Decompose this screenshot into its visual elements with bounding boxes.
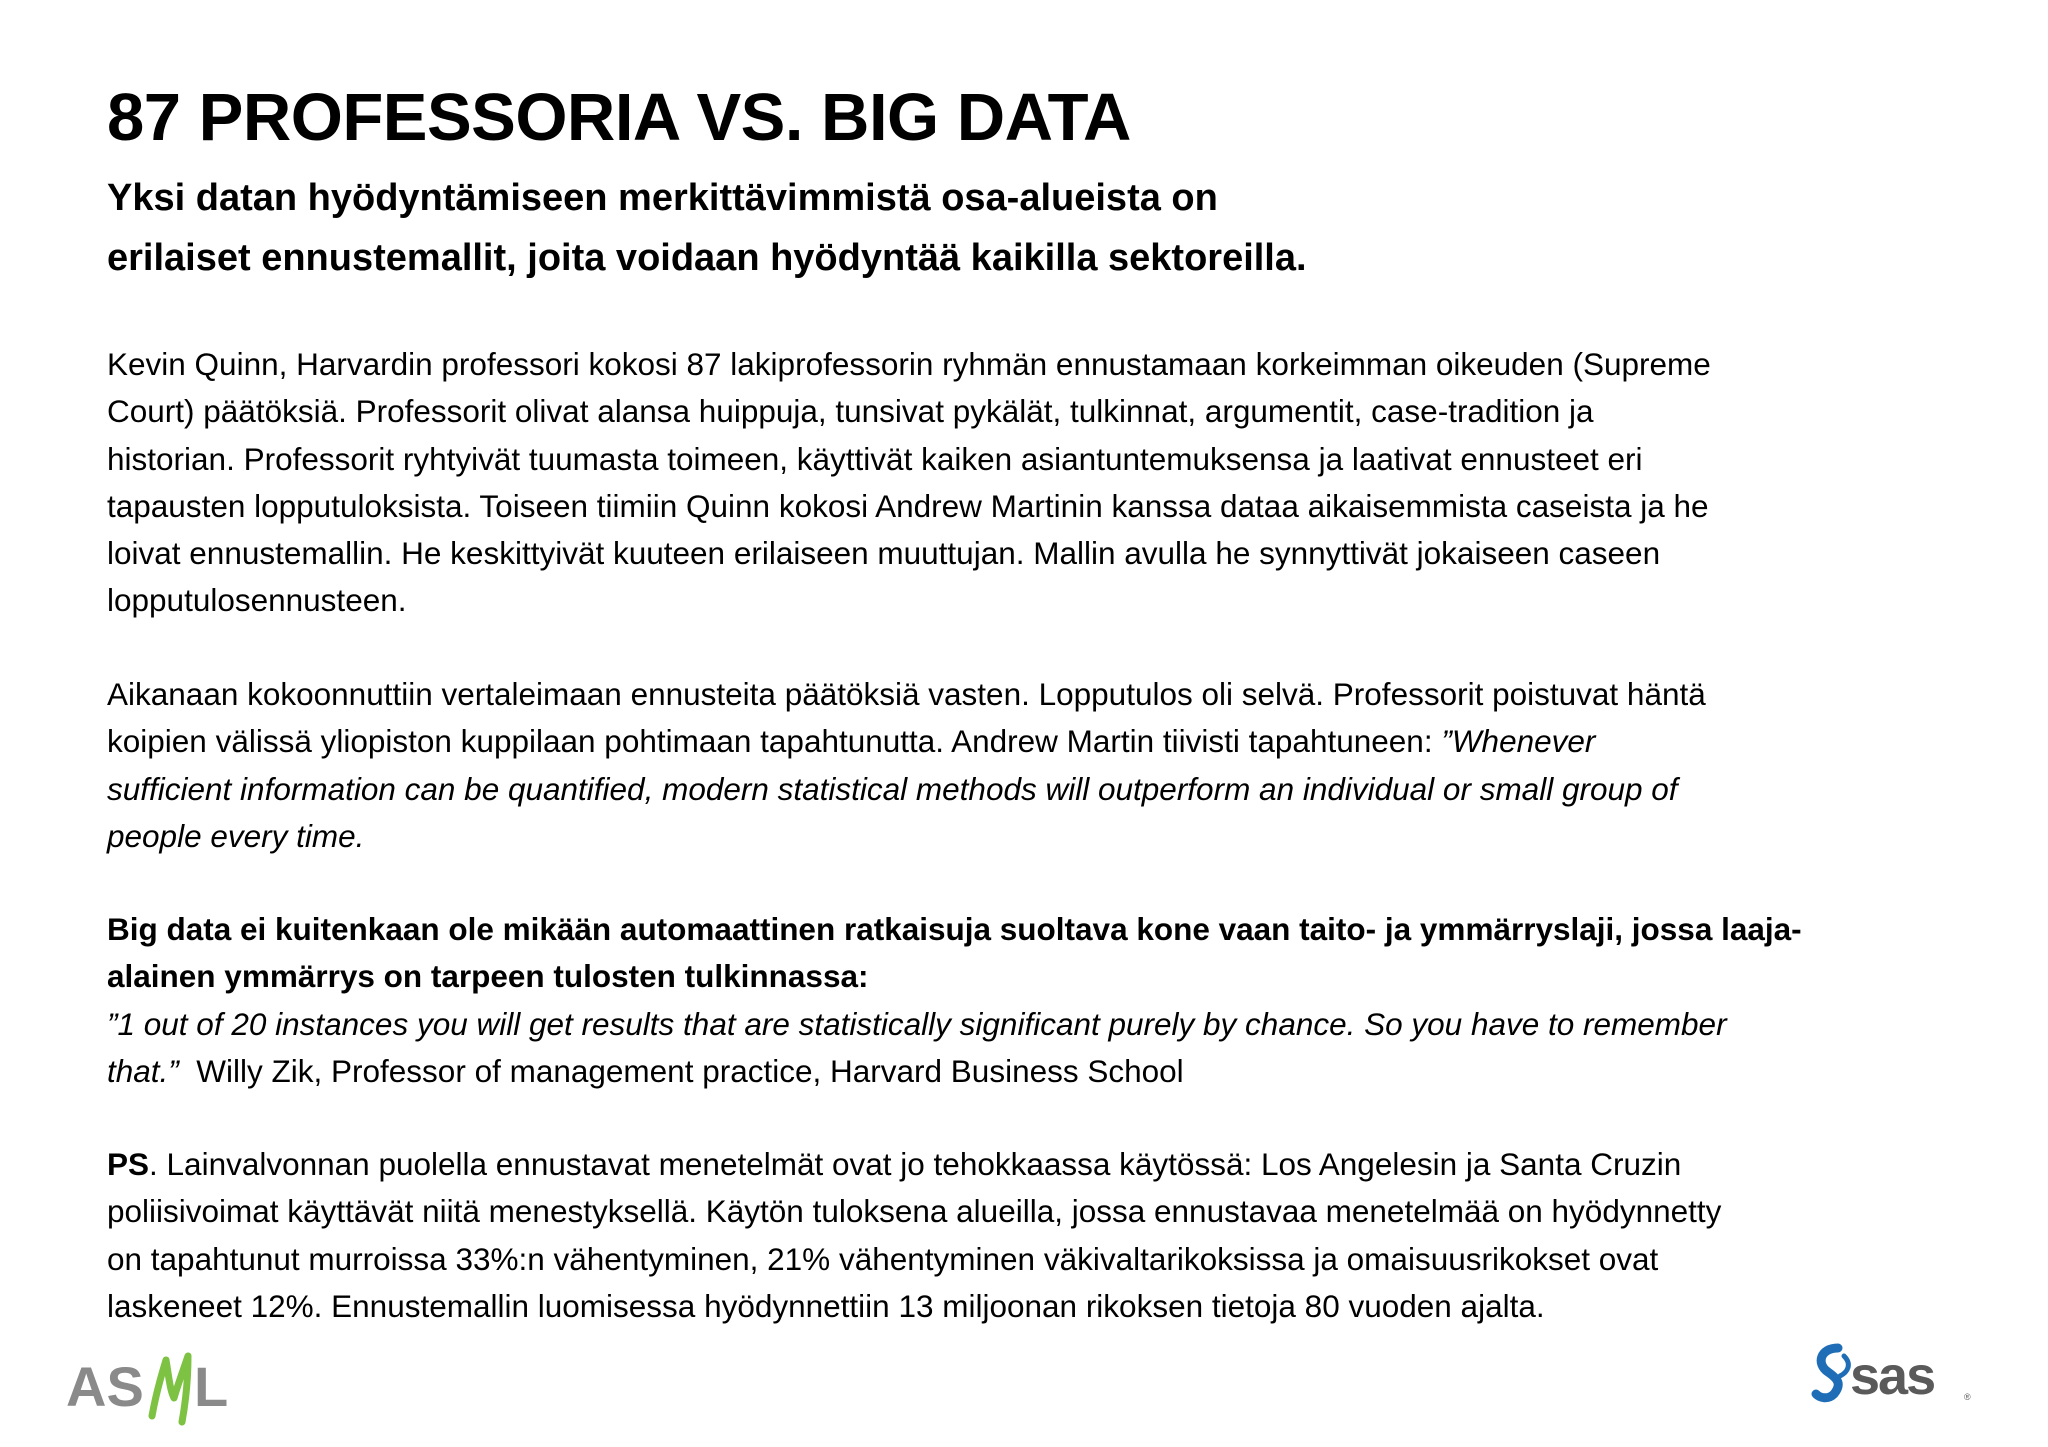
bold-statement-line: alainen ymmärrys on tarpeen tulosten tulkinnassa: [107, 958, 869, 995]
zik-quote-end: that.” [107, 1052, 179, 1089]
paragraph-line: Kevin Quinn, Harvardin professori kokosi 87 lakiprofessorin ryhmän ennustamaan korkeimman oikeuden (Supreme [107, 346, 1711, 382]
paragraph-text: koipien välissä yliopiston kuppilaan pohtimaan tapahtunutta. Andrew Martin tiivisti tapahtuneen: [107, 723, 1442, 760]
paragraph-text: . Lainvalvonnan puolella ennustavat menetelmät ovat jo tehokkaassa käytössä: Los Angelesin ja Santa Cruzin [149, 1146, 1682, 1182]
sas-logo-swirl-accent [1840, 1356, 1848, 1376]
page-title: 87 PROFESSORIA VS. BIG DATA [107, 80, 1131, 155]
martin-quote-line: sufficient information can be quantified, modern statistical methods will outperform an individual or small group of [107, 770, 1678, 807]
paragraph-line: Aikanaan kokoonnuttiin vertaleimaan ennusteita päätöksiä vasten. Lopputulos oli selvä. Professorit poistuvat häntä [107, 676, 1706, 712]
ps-label: PS [107, 1146, 150, 1182]
bold-statement-line: Big data ei kuitenkaan ole mikään automaattinen ratkaisuja suoltava kone vaan taito- ja ymmärryslaji, jossa laaja- [107, 911, 1802, 947]
quote-attribution: Willy Zik, Professor of management practice, Harvard Business School [178, 1052, 1184, 1089]
sas-logo [1808, 1342, 1988, 1412]
martin-quote-line: people every time. [107, 817, 365, 854]
paragraph-line: loivat ennustemallin. He keskittyivät kuuteen erilaiseen muuttujan. Mallin avulla he synnyttivät jokaiseen caseen [107, 535, 1661, 572]
martin-quote-start: ”Whenever [1441, 723, 1596, 760]
asml-logo [66, 1338, 256, 1428]
paragraph-line: tapausten lopputuloksista. Toiseen tiimiin Quinn kokosi Andrew Martinin kanssa dataa aikaisemmista caseista ja he [107, 487, 1709, 524]
asml-logo-m [152, 1356, 188, 1422]
zik-quote-line: ”1 out of 20 instances you will get results that are statistically significant purely by chance. So you have to remember [107, 1005, 1727, 1042]
page-subtitle [107, 168, 2007, 288]
paragraph-line [107, 718, 1987, 765]
paragraph-quinn-experiment [107, 341, 1987, 625]
paragraph-line: on tapahtunut murroissa 33%:n vähentyminen, 21% vähentyminen väkivaltarikoksissa ja omaisuusrikokset ovat [107, 1240, 1659, 1277]
paragraph-line: historian. Professorit ryhtyivät tuumasta toimeen, käyttivät kaiken asiantuntemuksensa ja laativat ennusteet eri [107, 440, 1643, 477]
paragraph-line: lopputulosennusteen. [107, 582, 407, 619]
subtitle-line: Yksi datan hyödyntämiseen merkittävimmistä osa-alueista on [107, 177, 1218, 219]
paragraph-line: laskeneet 12%. Ennustemallin luomisessa hyödynnettiin 13 miljoonan rikoksen tietoja 80 vuoden ajalta. [107, 1287, 1545, 1324]
sas-logo-swirl [1816, 1348, 1838, 1398]
asml-logo-l: L [194, 1355, 229, 1418]
sas-logo-text: sas [1850, 1346, 1935, 1406]
subtitle-line: erilaiset ennustemallit, joita voidaan hyödyntää kaikilla sektoreilla. [107, 237, 1307, 279]
paragraph-line: Court) päätöksiä. Professorit olivat alansa huippuja, tunsivat pykälät, tulkinnat, argumentit, case-tradition ja [107, 393, 1594, 430]
paragraph-line: poliisivoimat käyttävät niitä menestyksellä. Käytön tuloksena alueilla, jossa ennustavaa menetelmää on hyödynnetty [107, 1193, 1722, 1230]
paragraph-line [107, 1141, 1987, 1188]
paragraph-results [107, 671, 1987, 860]
paragraph-ps [107, 1141, 1987, 1330]
asml-logo-as: AS [66, 1355, 144, 1418]
paragraph-big-data [107, 906, 1987, 1095]
sas-logo-registered: ® [1964, 1392, 1971, 1402]
zik-quote-line [107, 1048, 1987, 1095]
